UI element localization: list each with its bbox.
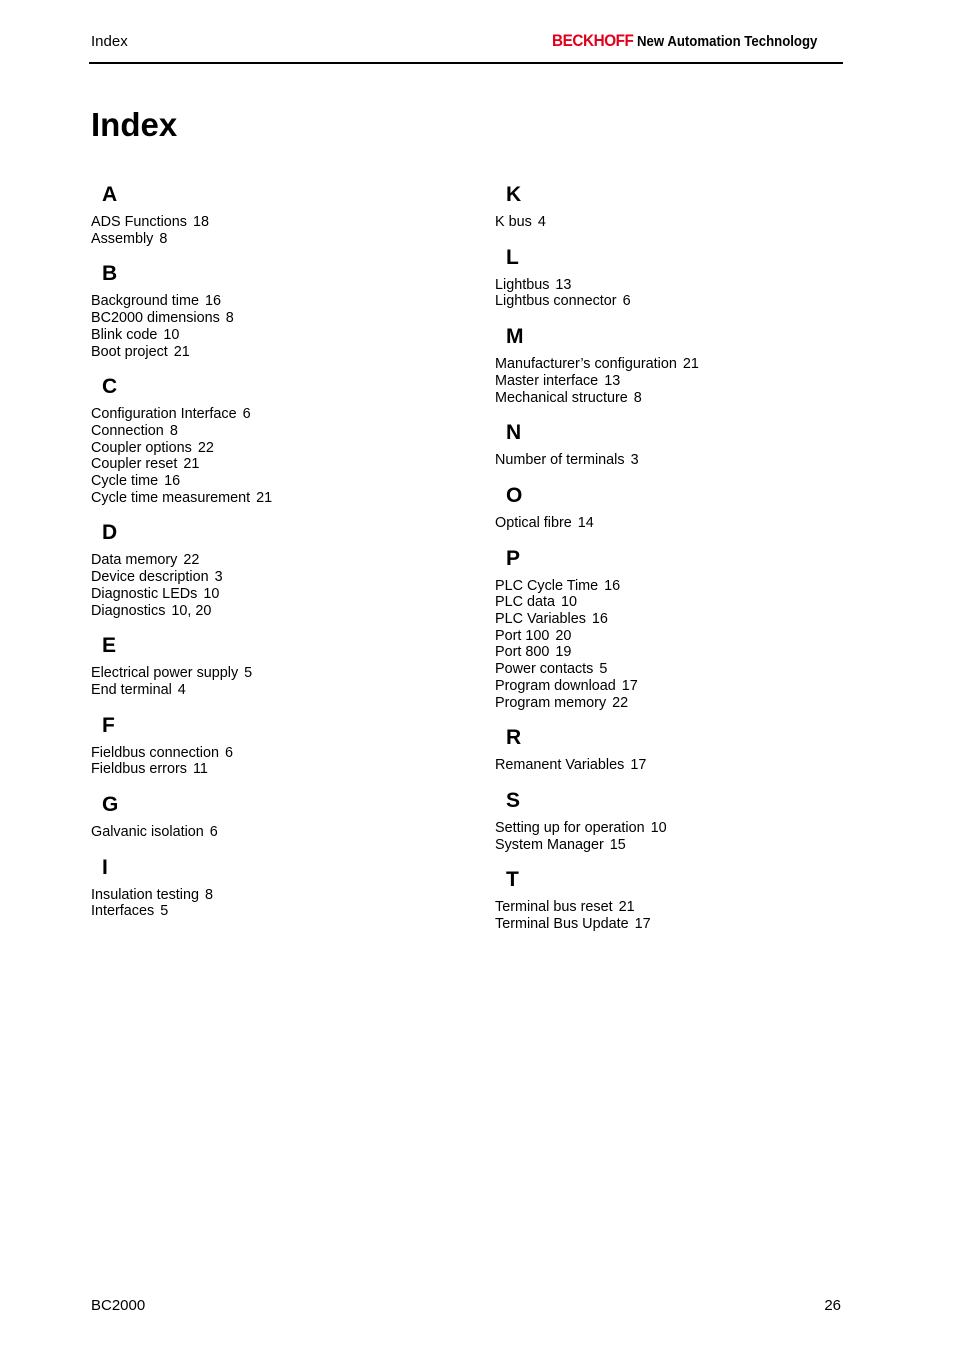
index-entry-page: 8 [205, 886, 214, 903]
index-entry-term: Master interface [495, 372, 599, 389]
index-entry-term: System Manager [495, 836, 604, 853]
index-entry-page: 5 [160, 903, 169, 920]
index-entry[interactable] [91, 887, 471, 904]
index-entry-term: Remanent Variables [495, 757, 625, 774]
index-entry[interactable] [495, 837, 875, 854]
index-entry[interactable] [91, 310, 471, 327]
index-entry[interactable] [91, 603, 471, 620]
index-entry-term: Coupler options [91, 439, 192, 456]
index-entry[interactable] [91, 406, 471, 423]
index-letter-heading: C [102, 375, 118, 399]
index-letter-heading: P [506, 546, 521, 570]
brand-tagline: New Automation Technology [637, 33, 818, 50]
index-group-g [91, 791, 471, 841]
index-entry-page: 22 [197, 439, 214, 456]
index-entry-page: 5 [244, 665, 253, 682]
index-entry[interactable] [91, 569, 471, 586]
index-entry[interactable] [495, 390, 875, 407]
index-entry-page: 10 [203, 585, 220, 602]
index-entry[interactable] [495, 628, 875, 645]
index-letter-heading: N [506, 421, 522, 445]
index-letter-heading: D [102, 521, 118, 545]
index-entry[interactable] [495, 594, 875, 611]
index-letter-heading: L [506, 245, 519, 269]
index-letter-heading: E [102, 634, 117, 658]
index-letter-heading: T [506, 868, 519, 892]
index-entry[interactable] [91, 903, 471, 920]
index-entry-page: 6 [225, 744, 234, 761]
index-entry-page: 4 [177, 681, 186, 698]
index-entry-page: 16 [205, 293, 222, 310]
index-entry-term: Program download [495, 677, 616, 694]
index-letter-heading: R [506, 726, 522, 750]
index-entry-term: Mechanical structure [495, 389, 628, 406]
index-entry[interactable] [91, 586, 471, 603]
index-entry-page: 8 [169, 422, 178, 439]
index-entry-term: Setting up for operation [495, 819, 645, 836]
index-entry-term: Fieldbus errors [91, 761, 187, 778]
index-entry-term: End terminal [91, 681, 172, 698]
index-entry-term: Terminal Bus Update [495, 916, 629, 933]
index-entry-term: Diagnostic LEDs [91, 585, 198, 602]
index-entry-term: Boot project [91, 343, 168, 360]
index-entry-term: Insulation testing [91, 886, 200, 903]
index-entry-page: 16 [591, 611, 608, 628]
beckhoff-logo: BECKHOFF [551, 31, 633, 50]
index-entry-term: Interfaces [91, 903, 155, 920]
index-entry[interactable] [495, 757, 875, 774]
index-entry-page: 11 [192, 761, 208, 778]
index-entry-term: Assembly [91, 230, 154, 247]
index-entry-term: Cycle time measurement [91, 489, 251, 506]
index-entry[interactable] [91, 423, 471, 440]
index-letter-heading: A [102, 183, 118, 206]
index-group-b [91, 260, 471, 360]
index-entry-page: 16 [604, 577, 621, 594]
index-entry-term: PLC Cycle Time [495, 577, 599, 594]
index-entry-page: 6 [242, 406, 251, 423]
index-entry-term: Lightbus [495, 276, 550, 293]
index-entry-page: 21 [173, 343, 190, 360]
index-entry[interactable] [495, 373, 875, 390]
index-entry[interactable] [495, 695, 875, 712]
index-entry[interactable] [495, 678, 875, 695]
index-entry-page: 3 [214, 569, 223, 586]
index-entry-page: 8 [633, 389, 642, 406]
index-entry-page: 21 [256, 489, 273, 506]
index-entry[interactable] [495, 293, 875, 310]
index-entry-page: 6 [209, 824, 218, 841]
index-entry[interactable] [495, 452, 875, 469]
footer-product: BC2000 [91, 1297, 146, 1314]
index-entry[interactable] [91, 327, 471, 344]
index-column-right [495, 181, 875, 946]
index-entry-page: 13 [555, 276, 572, 293]
index-entry-term: Terminal bus reset [495, 899, 613, 916]
index-entry-term: Galvanic isolation [91, 824, 204, 841]
index-entry-page: 5 [599, 661, 608, 678]
index-entry-page: 10 [650, 819, 667, 836]
index-entry-page: 14 [577, 514, 594, 531]
index-entry-term: ADS Functions [91, 214, 187, 230]
index-entry-term: Optical fibre [495, 514, 572, 531]
index-entry[interactable] [495, 644, 875, 661]
index-group-k [495, 181, 875, 231]
index-entry[interactable] [495, 916, 875, 933]
index-entry[interactable] [495, 661, 875, 678]
header-rule [89, 62, 843, 64]
footer-page-number: 26 [824, 1297, 841, 1314]
index-entry[interactable] [91, 665, 471, 682]
index-entry[interactable] [91, 490, 471, 507]
index-entry-term: Number of terminals [495, 452, 625, 469]
index-entry[interactable] [91, 344, 471, 361]
index-entry-page: 8 [225, 310, 234, 327]
index-group-t [495, 866, 875, 932]
index-group-i [91, 854, 471, 920]
index-entry-term: K bus [495, 214, 532, 230]
index-entry-term: Configuration Interface [91, 406, 237, 423]
index-entry-term: BC2000 dimensions [91, 310, 220, 327]
index-entry-page: 17 [634, 916, 651, 933]
index-entry-page: 17 [621, 677, 638, 694]
index-entry-page: 21 [618, 899, 635, 916]
index-entry[interactable] [495, 214, 875, 231]
index-entry-page: 15 [609, 836, 626, 853]
index-entry-term: Port 800 [495, 644, 550, 661]
index-entry[interactable] [495, 611, 875, 628]
index-entry[interactable] [91, 231, 471, 248]
index-entry[interactable] [495, 515, 875, 532]
index-group-n [495, 419, 875, 469]
index-entry-page: 3 [630, 452, 639, 469]
index-entry-page: 4 [537, 214, 546, 230]
index-letter-heading: B [102, 262, 118, 286]
index-letter-heading: F [102, 713, 115, 737]
index-entry-term: Power contacts [495, 661, 594, 678]
page-title: Index [91, 106, 178, 143]
index-entry-term: Electrical power supply [91, 665, 239, 682]
index-entry-term: Port 100 [495, 627, 550, 644]
index-entry-page: 6 [622, 293, 631, 310]
index-group-o [495, 482, 875, 532]
index-entry-page: 16 [164, 473, 181, 490]
index-letter-heading: S [506, 788, 521, 812]
index-entry-page: 13 [604, 372, 621, 389]
index-entry-page: 22 [612, 694, 629, 711]
index-entry-page: 21 [682, 356, 699, 373]
index-entry-term: PLC data [495, 594, 556, 611]
index-entry-page: 20 [555, 627, 572, 644]
index-group-f [91, 712, 471, 778]
header-section-title: Index [91, 33, 128, 50]
index-entry-term: Connection [91, 422, 164, 439]
index-group-d [91, 519, 471, 619]
index-entry-page: 8 [159, 230, 168, 247]
index-entry-page: 19 [555, 644, 572, 661]
index-entry-page: 10 [561, 594, 578, 611]
index-entry-term: Manufacturer’s configuration [495, 356, 677, 373]
index-entry-term: Blink code [91, 326, 158, 343]
index-entry-page: 17 [630, 757, 647, 774]
index-entry-term: PLC Variables [495, 611, 586, 628]
index-entry[interactable] [91, 440, 471, 457]
index-entry[interactable] [91, 824, 471, 841]
index-group-e [91, 632, 471, 698]
index-entry[interactable] [495, 277, 875, 294]
index-entry[interactable] [91, 456, 471, 473]
index-letter-heading: M [506, 325, 524, 349]
index-entry-term: Diagnostics [91, 602, 166, 619]
index-entry[interactable] [495, 899, 875, 916]
index-letter-heading: I [102, 855, 108, 879]
index-entry-term: Device description [91, 569, 209, 586]
index-entry[interactable] [91, 552, 471, 569]
index-entry-term: Background time [91, 293, 199, 310]
index-entry-term: Fieldbus connection [91, 744, 219, 761]
index-entry-page: 10 [163, 326, 180, 343]
brand-block [543, 31, 842, 51]
index-group-m [495, 323, 875, 406]
index-entry[interactable] [91, 682, 471, 699]
index-group-l [495, 244, 875, 310]
index-entry-term: Lightbus connector [495, 293, 617, 310]
index-group-p [495, 545, 875, 712]
index-entry[interactable] [91, 293, 471, 310]
index-entry-page: 22 [183, 552, 200, 569]
index-group-r [495, 724, 875, 774]
index-column-left [91, 181, 471, 933]
index-entry-page: 10, 20 [171, 602, 212, 619]
index-letter-heading: K [506, 183, 522, 206]
index-group-c [91, 373, 471, 506]
index-letter-heading: O [506, 483, 523, 507]
index-entry[interactable] [91, 473, 471, 490]
index-entry-page: 18 [192, 214, 209, 230]
index-letter-heading: G [102, 793, 119, 817]
index-group-a [91, 181, 471, 247]
index-entry-term: Data memory [91, 552, 178, 569]
index-entry[interactable] [495, 356, 875, 373]
index-group-s [495, 787, 875, 853]
index-entry[interactable] [91, 761, 471, 778]
index-entry[interactable] [495, 820, 875, 837]
index-entry-term: Cycle time [91, 473, 159, 490]
index-entry[interactable] [91, 214, 471, 231]
index-entry[interactable] [495, 578, 875, 595]
index-entry-page: 21 [183, 456, 200, 473]
index-entry[interactable] [91, 745, 471, 762]
index-entry-term: Coupler reset [91, 456, 178, 473]
index-entry-term: Program memory [495, 694, 607, 711]
